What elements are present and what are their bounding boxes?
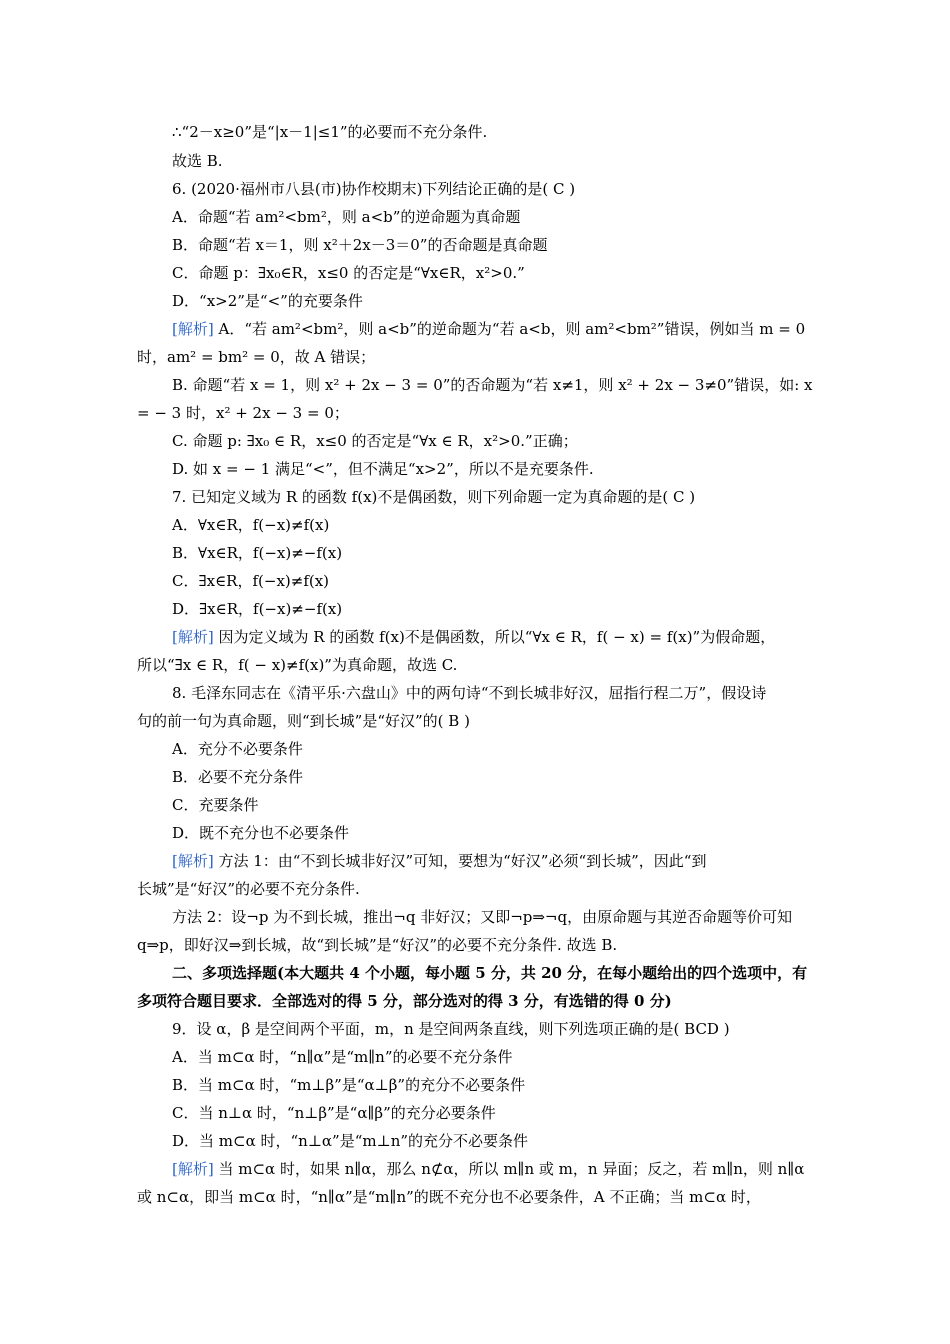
option-a: A．充分不必要条件: [172, 740, 303, 758]
analysis-tag: [解析]: [172, 628, 214, 646]
analysis-line: [172, 1159, 804, 1179]
text-line: = − 3 时，x² + 2x − 3 = 0；: [137, 404, 349, 422]
analysis-text: 因为定义域为 R 的函数 f(x)不是偶函数，所以“∀x ∈ R，f( − x) = f(x)”为假命题，: [213, 628, 776, 646]
option-d: D．“x>2”是“<”的充要条件: [172, 292, 363, 310]
option-b: B．命题“若 x＝1，则 x²＋2x－3＝0”的否命题是真命题: [172, 236, 548, 254]
option-b: B．当 m⊂α 时，“m⊥β”是“α⊥β”的充分不必要条件: [172, 1076, 526, 1094]
text-line: D. 如 x = − 1 满足“<”，但不满足“x>2”，所以不是充要条件.: [172, 460, 594, 478]
option-c: C．命题 p：∃x₀∈R，x≤0 的否定是“∀x∈R，x²>0.”: [172, 264, 525, 282]
question-8: 8. 毛泽东同志在《清平乐·六盘山》中的两句诗“不到长城非好汉，屈指行程二万”，假设诗: [172, 684, 767, 702]
text-line: 时，am² = bm² = 0，故 A 错误；: [137, 348, 376, 366]
text-line: 长城”是“好汉”的必要不充分条件.: [137, 880, 360, 898]
option-b: B．必要不充分条件: [172, 768, 304, 786]
question-7: 7. 已知定义域为 R 的函数 f(x)不是偶函数，则下列命题一定为真命题的是( C ): [172, 488, 696, 506]
text-line: 句的前一句为真命题，则“到长城”是“好汉”的( B ): [137, 712, 470, 730]
analysis-text: A．“若 am²<bm²，则 a<b”的逆命题为“若 a<b，则 am²<bm²”错误，例如当 m = 0: [218, 320, 806, 338]
question-6: 6. (2020·福州市八县(市)协作校期末)下列结论正确的是( C ): [172, 180, 576, 198]
text-line: 方法 2：设¬p 为不到长城，推出¬q 非好汉；又即¬p⇒¬q，由原命题与其逆否命题等价可知: [172, 908, 793, 926]
section-heading: 二、多项选择题(本大题共 4 个小题，每小题 5 分，共 20 分，在每小题给出的四个选项中，有: [172, 964, 808, 982]
analysis-tag: [解析]: [172, 1160, 214, 1178]
analysis-line: [172, 319, 805, 339]
analysis-text: 当 m⊂α 时，如果 n∥α，那么 n⊄α，所以 m∥n 或 m，n 异面；反之，若 m∥n，则 n∥α: [213, 1160, 805, 1178]
text-line: C. 命题 p: ∃x₀ ∈ R，x≤0 的否定是“∀x ∈ R，x²>0.”正确；: [172, 432, 578, 450]
analysis-line: [172, 627, 775, 647]
option-c: C．当 n⊥α 时，“n⊥β”是“α∥β”的充分必要条件: [172, 1104, 496, 1122]
option-d: D．当 m⊂α 时，“n⊥α”是“m⊥n”的充分不必要条件: [172, 1132, 529, 1150]
option-a: A．命题“若 am²<bm²，则 a<b”的逆命题为真命题: [172, 208, 521, 226]
option-a: A．当 m⊂α 时，“n∥α”是“m∥n”的必要不充分条件: [172, 1048, 513, 1066]
text-line: 所以“∃x ∈ R，f( − x)≠f(x)”为真命题，故选 C.: [137, 656, 458, 674]
analysis-tag: [解析]: [172, 852, 214, 870]
section-heading: 多项符合题目要求．全部选对的得 5 分，部分选对的得 3 分，有选错的得 0 分): [137, 992, 672, 1010]
analysis-line: [172, 851, 706, 871]
option-d: D．既不充分也不必要条件: [172, 824, 350, 842]
text-line: ∴“2－x≥0”是“|x－1|≤1”的必要而不充分条件.: [172, 123, 488, 141]
question-9: 9．设 α，β 是空间两个平面，m，n 是空间两条直线，则下列选项正确的是( BCD ): [172, 1020, 730, 1038]
option-c: C．充要条件: [172, 796, 259, 814]
analysis-tag: [解析]: [172, 320, 214, 338]
option-a: A．∀x∈R，f(−x)≠f(x): [172, 516, 330, 534]
option-d: D．∃x∈R，f(−x)≠−f(x): [172, 600, 343, 618]
text-line: B. 命题“若 x = 1，则 x² + 2x − 3 = 0”的否命题为“若 x≠1，则 x² + 2x − 3≠0”错误，如: x: [172, 376, 813, 394]
text-line: q⇒p，即好汉⇒到长城，故“到长城”是“好汉”的必要不充分条件. 故选 B.: [137, 936, 618, 954]
analysis-text: 方法 1：由“不到长城非好汉”可知，要想为“好汉”必须“到长城”，因此“到: [213, 852, 707, 870]
option-c: C．∃x∈R，f(−x)≠f(x): [172, 572, 330, 590]
text-line: 或 n⊂α，即当 m⊂α 时，“n∥α”是“m∥n”的既不充分也不必要条件，A 不正确；当 m⊂α 时，: [137, 1188, 761, 1206]
text-line: 故选 B.: [172, 152, 223, 170]
option-b: B．∀x∈R，f(−x)≠−f(x): [172, 544, 343, 562]
